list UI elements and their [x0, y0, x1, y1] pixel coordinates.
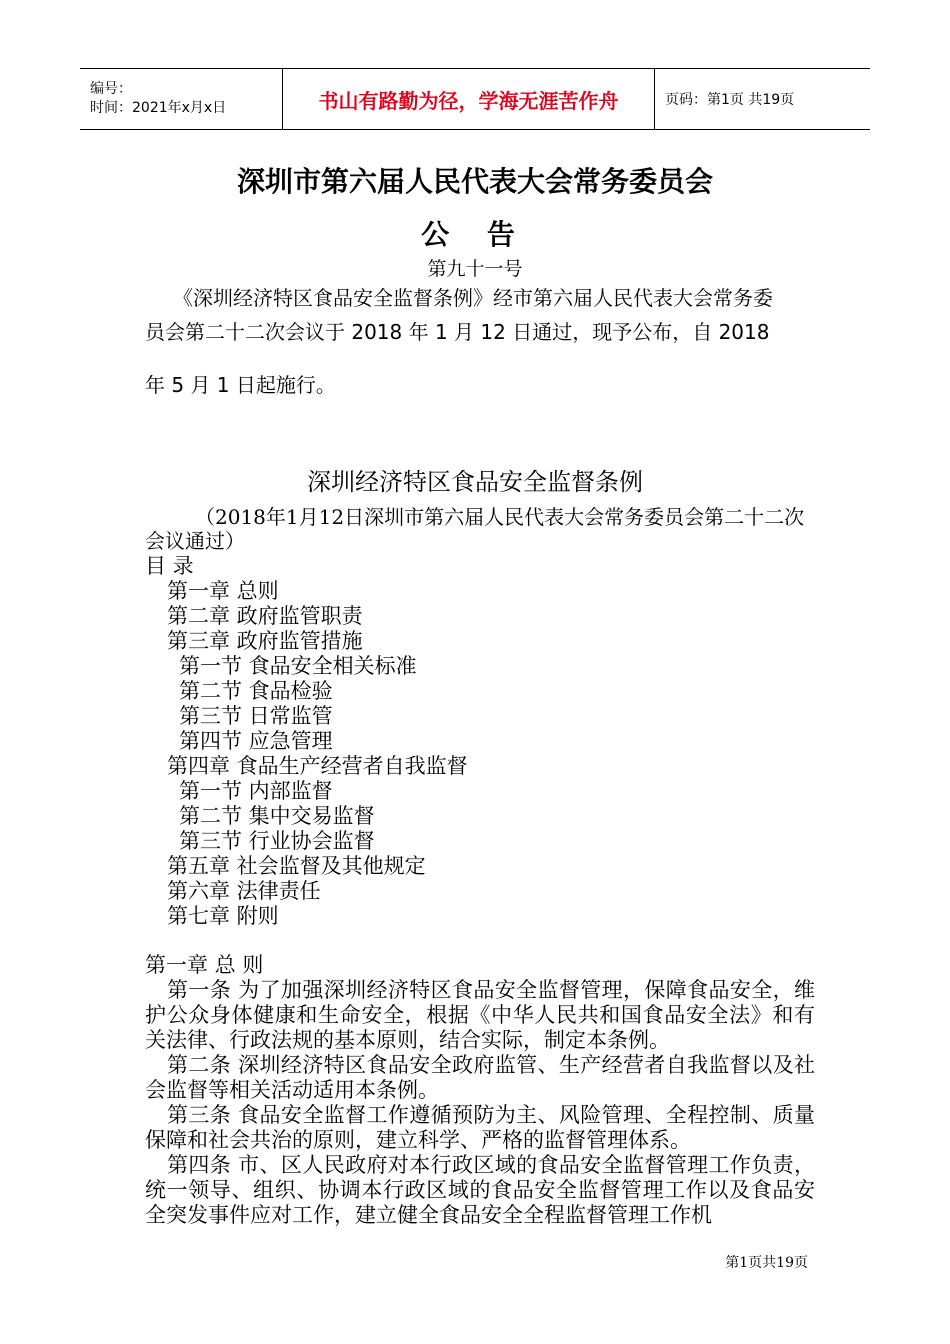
page-info-text: 页码：第1页 共19页 [665, 92, 795, 108]
passed-note: （2018年1月12日深圳市第六届人民代表大会常务委员会第二十二次会议通过） [145, 505, 805, 553]
issuer-title: 深圳市第六届人民代表大会常务委员会 [236, 165, 713, 198]
toc-item: 第五章 社会监督及其他规定 [167, 854, 426, 878]
toc-item: 第四章 食品生产经营者自我监督 [167, 754, 468, 778]
regulation-body [145, 953, 815, 1228]
toc-item: 第二节 集中交易监督 [179, 804, 375, 828]
motto-text: 书山有路勤为径，学海无涯苦作舟 [318, 88, 619, 113]
article-2: 第二条 深圳经济特区食品安全政府监管、生产经营者自我监督以及社会监督等相关活动适用本条例。 [145, 1053, 815, 1102]
toc-item: 第一节 内部监督 [179, 779, 333, 803]
header-meta [80, 69, 282, 129]
notice-title: 公 告 [421, 218, 529, 251]
toc-item: 第二节 食品检验 [179, 679, 333, 703]
number-label: 编号： [90, 81, 132, 97]
toc-item: 第三节 行业协会监督 [179, 829, 375, 853]
header-motto [282, 69, 655, 129]
toc-item: 第二章 政府监管职责 [167, 604, 363, 628]
intro-line-3: 年 5 月 1 日起施行。 [145, 373, 336, 397]
chapter-heading: 第一章 总 则 [145, 953, 264, 977]
time-label: 时间：2021年x月x日 [90, 100, 227, 116]
toc-item: 第一章 总则 [167, 579, 279, 603]
toc-item: 第三节 日常监管 [179, 704, 333, 728]
header-page-info [655, 69, 870, 129]
page-footer: 第1页共19页 [725, 1255, 808, 1271]
intro-line-1: 《深圳经济特区食品安全监督条例》经市第六届人民代表大会常务委 [173, 286, 773, 310]
page-header [80, 68, 870, 130]
notice-number: 第九十一号 [427, 258, 523, 280]
intro-line-2: 员会第二十二次会议于 2018 年 1 月 12 日通过，现予公布，自 2018 [145, 320, 770, 344]
toc-item: 第一节 食品安全相关标准 [179, 654, 417, 678]
article-1: 第一条 为了加强深圳经济特区食品安全监督管理，保障食品安全，维护公众身体健康和生命安全，根据《中华人民共和国食品安全法》和有关法律、行政法规的基本原则，结合实际，制定本条例。 [145, 978, 815, 1052]
toc-item: 第四节 应急管理 [179, 729, 333, 753]
article-3: 第三条 食品安全监督工作遵循预防为主、风险管理、全程控制、质量保障和社会共治的原则，建立科学、严格的监督管理体系。 [145, 1103, 815, 1152]
toc-heading: 目 录 [145, 554, 194, 578]
toc-item: 第七章 附则 [167, 904, 279, 928]
toc-item: 第三章 政府监管措施 [167, 629, 363, 653]
article-4: 第四条 市、区人民政府对本行政区域的食品安全监督管理工作负责，统一领导、组织、协调本行政区域的食品安全监督管理工作以及食品安全突发事件应对工作，建立健全食品安全全程监督管理工作机 [145, 1153, 815, 1227]
regulation-title: 深圳经济特区食品安全监督条例 [307, 468, 643, 496]
toc-item: 第六章 法律责任 [167, 879, 321, 903]
table-of-contents [145, 554, 468, 929]
